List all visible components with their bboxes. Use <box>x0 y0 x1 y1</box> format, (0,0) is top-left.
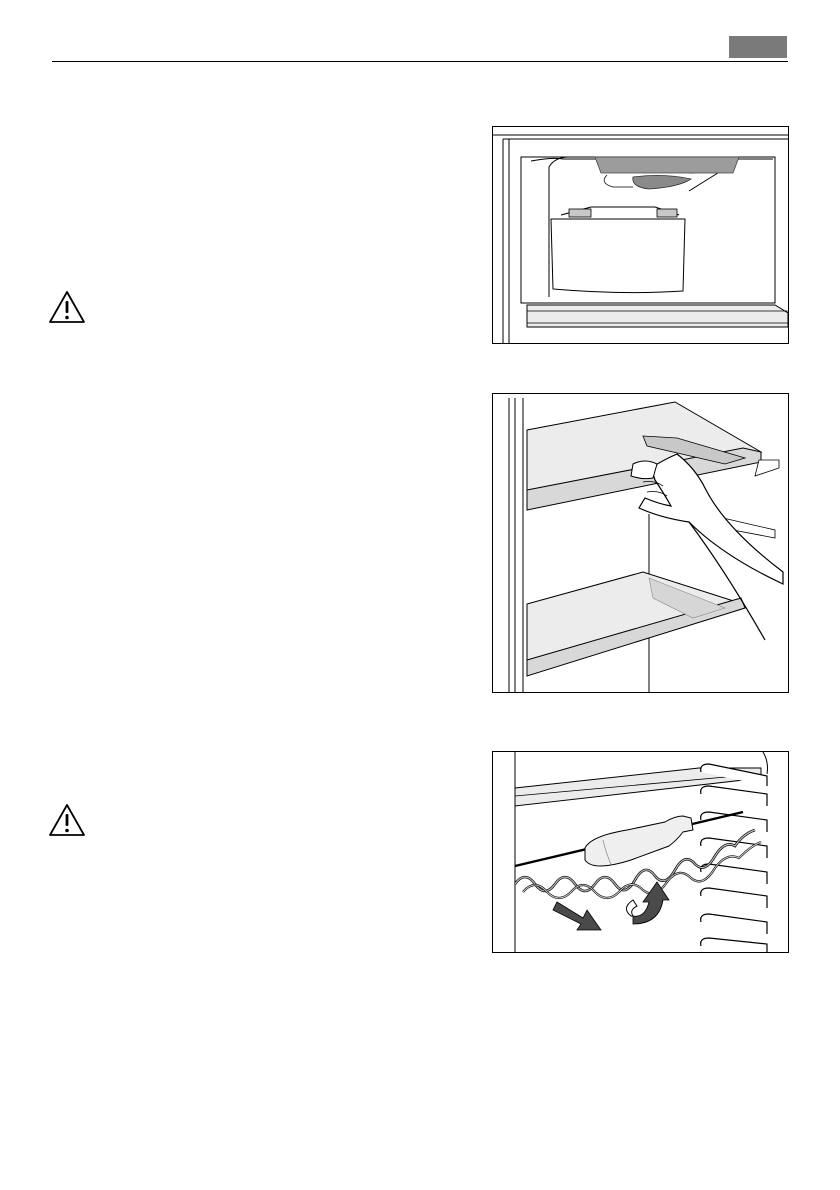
warning-triangle-icon <box>48 803 86 837</box>
header-tab <box>729 36 787 58</box>
warning-triangle-icon <box>48 290 86 324</box>
figure-bottle-rack <box>492 751 789 953</box>
figure-remove-shelf <box>492 393 789 693</box>
figure-freezer-compartment <box>492 126 789 344</box>
header-rule <box>52 61 788 62</box>
